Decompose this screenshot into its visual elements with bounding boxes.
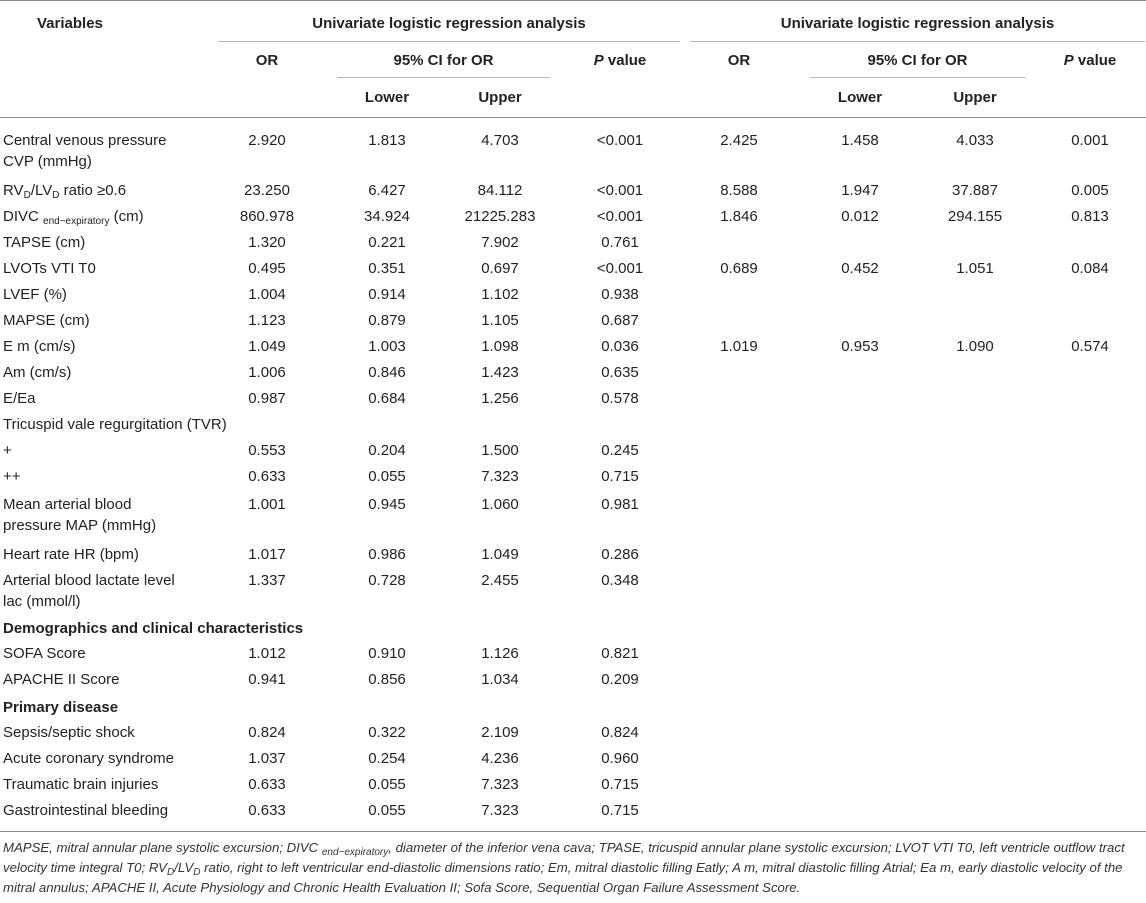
cell-lower: 0.055 [368, 802, 406, 819]
row-label [3, 494, 156, 536]
cell-or: 1.017 [248, 546, 286, 563]
row-label: E/Ea [3, 390, 36, 407]
row-label: + [3, 442, 12, 459]
row-label [3, 570, 175, 612]
cell-p2: 0.084 [1071, 260, 1109, 277]
cell-upper2: 37.887 [952, 182, 998, 199]
cell-upper: 7.323 [481, 776, 519, 793]
row-label: Primary disease [3, 699, 119, 716]
header-p-italic-2: P [1063, 52, 1074, 69]
cell-p: 0.209 [601, 671, 639, 688]
header-p-rest-2: value [1077, 52, 1117, 69]
header-group2-title: Univariate logistic regression analysis [780, 15, 1055, 32]
cell-upper: 1.256 [481, 390, 519, 407]
cell-or: 1.004 [248, 286, 286, 303]
cell-upper: 1.102 [481, 286, 519, 303]
header-ci-2: 95% CI for OR [867, 52, 968, 69]
cell-or2: 2.425 [720, 132, 758, 149]
cell-lower2: 1.947 [841, 182, 879, 199]
cell-p: 0.821 [601, 645, 639, 662]
cell-upper: 4.703 [481, 132, 519, 149]
footnote-sub-a: end−expiratory [321, 847, 389, 858]
row-label-post: ratio ≥0.6 [59, 182, 127, 199]
cell-lower: 0.204 [368, 442, 406, 459]
cell-lower: 0.055 [368, 468, 406, 485]
row-label: Sepsis/septic shock [3, 724, 135, 741]
cell-or: 0.633 [248, 776, 286, 793]
row-label-line2: CVP (mmHg) [3, 153, 92, 170]
header-upper: Upper [478, 89, 522, 106]
ci-underline-2 [810, 77, 1025, 78]
row-label: Gastrointestinal bleeding [3, 802, 169, 819]
table-top-rule [0, 0, 1146, 1]
cell-p: 0.715 [601, 776, 639, 793]
row-label-line2: lac (mmol/l) [3, 593, 81, 610]
table-bottom-rule [0, 831, 1146, 832]
footnote-part-d: ratio, right to left ventricular end-diastolic dimensions ratio; Em, mitral diastolic filling Eatly; A m, mitral diastolic filling Atrial; Ea m, early diastolic velocity of the mitral annulus; APACHE II, Acute Physiology and Chronic Health Evaluation II; Sofa Score, Sequential Organ Failure Assessment Score. [3, 860, 1123, 895]
cell-upper: 0.697 [481, 260, 519, 277]
cell-lower: 6.427 [368, 182, 406, 199]
cell-upper: 1.423 [481, 364, 519, 381]
header-p-value-2 [1035, 50, 1145, 71]
cell-upper: 1.500 [481, 442, 519, 459]
row-label-line1: Arterial blood lactate level [3, 572, 175, 589]
row-label-line1: Central venous pressure [3, 132, 167, 149]
cell-p2: 0.005 [1071, 182, 1109, 199]
cell-upper: 21225.283 [464, 208, 536, 225]
header-bottom-rule [0, 117, 1146, 118]
cell-or: 0.633 [248, 802, 286, 819]
cell-upper: 1.126 [481, 645, 519, 662]
cell-lower: 1.003 [368, 338, 406, 355]
cell-upper: 7.323 [481, 802, 519, 819]
cell-upper2: 4.033 [956, 132, 994, 149]
cell-or: 23.250 [244, 182, 290, 199]
row-label: TAPSE (cm) [3, 234, 86, 251]
cell-upper: 7.323 [481, 468, 519, 485]
row-label: Traumatic brain injuries [3, 776, 159, 793]
cell-lower: 0.846 [368, 364, 406, 381]
header-or: OR [255, 52, 279, 69]
cell-p: 0.981 [601, 496, 639, 513]
cell-lower: 0.910 [368, 645, 406, 662]
cell-or: 1.037 [248, 750, 286, 767]
cell-lower: 0.856 [368, 671, 406, 688]
row-label: SOFA Score [3, 645, 86, 662]
cell-p: 0.578 [601, 390, 639, 407]
row-label [3, 206, 144, 227]
cell-p2: 0.001 [1071, 132, 1109, 149]
cell-or: 1.012 [248, 645, 286, 662]
cell-or2: 1.846 [720, 208, 758, 225]
cell-upper2: 1.051 [956, 260, 994, 277]
header-upper-2: Upper [953, 89, 997, 106]
cell-or: 0.941 [248, 671, 286, 688]
cell-or: 0.495 [248, 260, 286, 277]
cell-lower: 0.684 [368, 390, 406, 407]
cell-or: 1.049 [248, 338, 286, 355]
cell-p: <0.001 [596, 182, 644, 199]
row-label: Demographics and clinical characteristics [3, 620, 304, 637]
row-label: Am (cm/s) [3, 364, 72, 381]
cell-lower2: 0.012 [841, 208, 879, 225]
cell-or: 2.920 [248, 132, 286, 149]
cell-upper: 4.236 [481, 750, 519, 767]
header-p-italic: P [593, 52, 604, 69]
cell-upper: 1.060 [481, 496, 519, 513]
cell-p: 0.715 [601, 802, 639, 819]
cell-or2: 0.689 [720, 260, 758, 277]
cell-p: 0.715 [601, 468, 639, 485]
cell-or: 1.337 [248, 572, 286, 589]
header-p-value [560, 50, 680, 71]
cell-lower: 0.914 [368, 286, 406, 303]
cell-or2: 8.588 [720, 182, 758, 199]
group2-underline [690, 41, 1145, 42]
cell-or: 860.978 [239, 208, 295, 225]
cell-p: 0.245 [601, 442, 639, 459]
row-label-mid: /LV [30, 182, 53, 199]
cell-p: 0.348 [601, 572, 639, 589]
header-lower-2: Lower [837, 89, 883, 106]
cell-p: <0.001 [596, 132, 644, 149]
cell-lower: 0.879 [368, 312, 406, 329]
cell-or: 0.553 [248, 442, 286, 459]
row-label [3, 180, 126, 201]
cell-p: 0.687 [601, 312, 639, 329]
cell-lower: 0.986 [368, 546, 406, 563]
cell-or: 0.633 [248, 468, 286, 485]
cell-or: 1.006 [248, 364, 286, 381]
cell-lower: 0.728 [368, 572, 406, 589]
footnote-part-c: /LV [174, 860, 194, 875]
cell-or: 1.320 [248, 234, 286, 251]
cell-p: <0.001 [596, 260, 644, 277]
cell-lower2: 0.452 [841, 260, 879, 277]
row-label-pre: RV [3, 182, 24, 199]
cell-or: 1.001 [248, 496, 286, 513]
cell-p: <0.001 [596, 208, 644, 225]
cell-p: 0.960 [601, 750, 639, 767]
cell-lower2: 1.458 [841, 132, 879, 149]
cell-upper: 1.098 [481, 338, 519, 355]
cell-upper: 84.112 [477, 182, 523, 199]
row-label-sub2: D [52, 190, 60, 201]
row-label: Acute coronary syndrome [3, 750, 174, 767]
row-label-sub1: end−expiratory [43, 216, 110, 227]
row-label: MAPSE (cm) [3, 312, 90, 329]
row-label-line1: Mean arterial blood [3, 496, 132, 513]
header-lower: Lower [364, 89, 410, 106]
cell-p: 0.286 [601, 546, 639, 563]
row-label: Tricuspid vale regurgitation (TVR) [3, 416, 227, 433]
cell-lower: 0.055 [368, 776, 406, 793]
cell-p: 0.036 [601, 338, 639, 355]
header-or-2: OR [727, 52, 751, 69]
cell-upper: 2.455 [481, 572, 519, 589]
row-label: ++ [3, 468, 21, 485]
cell-upper2: 1.090 [956, 338, 994, 355]
cell-upper: 1.049 [481, 546, 519, 563]
footnote-part-b: , diameter of the inferior vena cava; TPASE, tricuspid annular plane systolic excursion; LVOT VTI T0, left ventricle outflow tract velocity time integral T0; RV [3, 840, 1125, 875]
table-footnote [3, 838, 1143, 898]
header-variables: Variables [37, 15, 103, 32]
cell-or: 1.123 [248, 312, 286, 329]
row-label [3, 130, 166, 172]
row-label-post: (cm) [109, 208, 144, 225]
row-label: Heart rate HR (bpm) [3, 546, 139, 563]
cell-lower: 0.254 [368, 750, 406, 767]
cell-upper2: 294.155 [947, 208, 1003, 225]
cell-p: 0.635 [601, 364, 639, 381]
row-label: E m (cm/s) [3, 338, 76, 355]
row-label-line2: pressure MAP (mmHg) [3, 517, 157, 534]
row-label: APACHE II Score [3, 671, 120, 688]
footnote-part-a: MAPSE, mitral annular plane systolic excursion; DIVC [3, 840, 322, 855]
row-label: LVOTs VTI T0 [3, 260, 96, 277]
cell-lower: 34.924 [364, 208, 410, 225]
cell-p: 0.938 [601, 286, 639, 303]
header-ci: 95% CI for OR [393, 52, 494, 69]
cell-p2: 0.813 [1071, 208, 1109, 225]
row-label: LVEF (%) [3, 286, 67, 303]
cell-lower: 0.351 [368, 260, 406, 277]
footnote-sub-b: D [166, 867, 175, 878]
cell-lower: 1.813 [368, 132, 406, 149]
cell-or2: 1.019 [720, 338, 758, 355]
cell-p2: 0.574 [1071, 338, 1109, 355]
ci-underline [337, 77, 550, 78]
cell-p: 0.761 [601, 234, 639, 251]
cell-upper: 7.902 [481, 234, 519, 251]
cell-lower: 0.221 [368, 234, 406, 251]
cell-upper: 2.109 [481, 724, 519, 741]
cell-upper: 1.034 [481, 671, 519, 688]
cell-p: 0.824 [601, 724, 639, 741]
row-label-sub1: D [23, 190, 31, 201]
row-label-pre: DIVC [3, 208, 44, 225]
cell-lower: 0.945 [368, 496, 406, 513]
header-group1-title: Univariate logistic regression analysis [312, 15, 586, 32]
cell-or: 0.824 [248, 724, 286, 741]
cell-lower2: 0.953 [841, 338, 879, 355]
cell-upper: 1.105 [481, 312, 519, 329]
group1-underline [218, 41, 680, 42]
header-p-rest: value [607, 52, 647, 69]
cell-or: 0.987 [248, 390, 286, 407]
cell-lower: 0.322 [368, 724, 406, 741]
footnote-sub-c: D [193, 867, 201, 878]
